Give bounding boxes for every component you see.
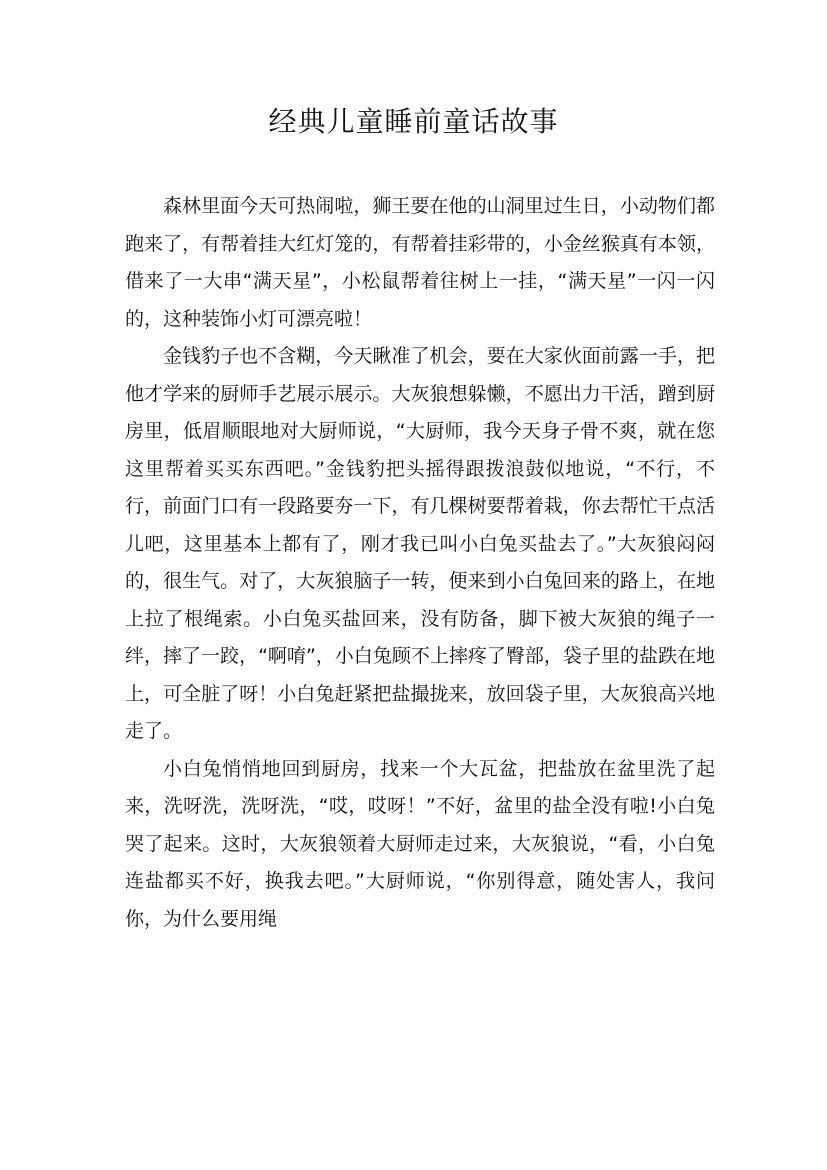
document-body [125,188,715,938]
paragraph-1: 森林里面今天可热闹啦，狮王要在他的山洞里过生日，小动物们都跑来了，有帮着挂大红灯笼的，有帮着挂彩带的，小金丝猴真有本领，借来了一大串“满天星”，小松鼠帮着往树上一挂，“满天星”一闪一闪的，这种装饰小灯可漂亮啦！ [125,195,715,330]
paragraph-3: 小白兔悄悄地回到厨房，找来一个大瓦盆，把盐放在盆里洗了起来，洗呀洗，洗呀洗，“哎，哎呀！”不好，盆里的盐全没有啦!小白兔哭了起来。这时，大灰狼领着大厨师走过来，大灰狼说，“看，小白兔连盐都买不好，换我去吧。”大厨师说，“你别得意，随处害人，我问你，为什么要用绳 [125,757,715,930]
paragraph-2: 金钱豹子也不含糊，今天瞅准了机会，要在大家伙面前露一手，把他才学来的厨师手艺展示展示。大灰狼想躲懒，不愿出力干活，蹭到厨房里，低眉顺眼地对大厨师说，“大厨师，我今天身子骨不爽，就在您这里帮着买买东西吧。”金钱豹把头摇得跟拨浪鼓似地说，“不行，不行，前面门口有一段路要夯一下，有几棵树要帮着栽，你去帮忙干点活儿吧，这里基本上都有了，刚才我已叫小白兔买盐去了。”大灰狼闷闷的，很生气。对了，大灰狼脑子一转，便来到小白兔回来的路上，在地上拉了根绳索。小白兔买盐回来，没有防备，脚下被大灰狼的绳子一绊，摔了一跤，“啊唷”，小白兔顾不上摔疼了臀部，袋子里的盐跌在地上，可全脏了呀！小白兔赶紧把盐撮拢来，放回袋子里，大灰狼高兴地走了。 [125,345,715,742]
document-title: 经典儿童睡前童话故事 [268,105,559,138]
